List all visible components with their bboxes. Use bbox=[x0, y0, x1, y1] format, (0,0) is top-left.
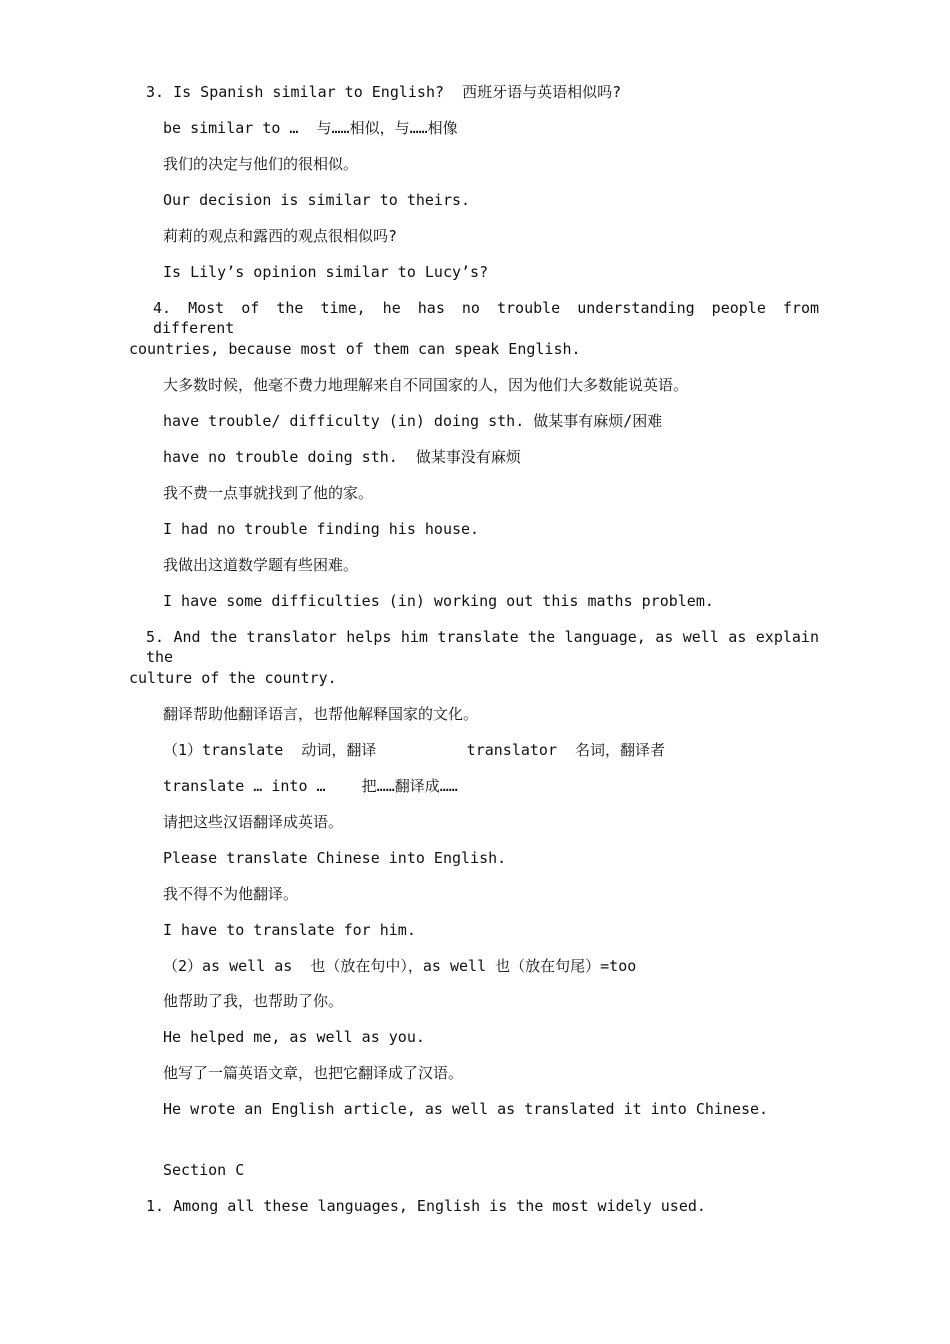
item-5-point-1: （1）translate 动词，翻译 translator 名词，翻译者 bbox=[163, 741, 666, 759]
item-5-example-2-chinese: 我不得不为他翻译。 bbox=[163, 885, 299, 903]
item-5-example-1-english: Please translate Chinese into English. bbox=[163, 849, 507, 867]
item-4-example-1-english: I had no trouble finding his house. bbox=[163, 520, 480, 538]
item-5-example-3-chinese: 他帮助了我，也帮助了你。 bbox=[163, 992, 344, 1010]
item-3-phrase: be similar to … 与……相似，与……相像 bbox=[163, 119, 458, 137]
section-c-heading: Section C bbox=[163, 1161, 245, 1179]
item-5-example-4-english: He wrote an English article, as well as translated it into Chinese. bbox=[163, 1100, 769, 1118]
item-5-example-3-english: He helped me, as well as you. bbox=[163, 1028, 425, 1046]
item-3-example-2-chinese: 莉莉的观点和露西的观点很相似吗? bbox=[163, 227, 398, 245]
item-4-phrase-1: have trouble/ difficulty (in) doing sth. 做某事有麻烦/困难 bbox=[163, 412, 663, 430]
item-5-point-2: （2）as well as 也（放在句中），as well 也（放在句尾）=too bbox=[163, 957, 637, 975]
item-4-sentence-line-1: 4. Most of the time, he has no trouble understanding people from different bbox=[153, 299, 819, 337]
item-3-example-2-english: Is Lily’s opinion similar to Lucy’s? bbox=[163, 263, 489, 281]
item-4-translation: 大多数时候，他毫不费力地理解来自不同国家的人，因为他们大多数能说英语。 bbox=[163, 376, 689, 394]
item-5-sentence-line-1: 5. And the translator helps him translate the language, as well as explain the bbox=[146, 628, 819, 666]
item-4-example-1-chinese: 我不费一点事就找到了他的家。 bbox=[163, 484, 374, 502]
item-5-example-1-chinese: 请把这些汉语翻译成英语。 bbox=[163, 813, 344, 831]
item-4-sentence-line-2: countries, because most of them can speak English. bbox=[129, 340, 581, 358]
item-5-example-2-english: I have to translate for him. bbox=[163, 921, 416, 939]
section-c-item-1: 1. Among all these languages, English is the most widely used. bbox=[146, 1197, 706, 1215]
item-4-example-2-chinese: 我做出这道数学题有些困难。 bbox=[163, 556, 359, 574]
item-5-translation: 翻译帮助他翻译语言，也帮他解释国家的文化。 bbox=[163, 705, 479, 723]
item-5-sentence-line-2: culture of the country. bbox=[129, 669, 337, 687]
item-3-question: 3. Is Spanish similar to English? 西班牙语与英语相似吗? bbox=[146, 83, 622, 101]
item-4-phrase-2: have no trouble doing sth. 做某事没有麻烦 bbox=[163, 448, 521, 466]
item-3-example-1-english: Our decision is similar to theirs. bbox=[163, 191, 471, 209]
item-5-example-4-chinese: 他写了一篇英语文章，也把它翻译成了汉语。 bbox=[163, 1064, 464, 1082]
item-5-phrase: translate … into … 把……翻译成…… bbox=[163, 777, 458, 795]
item-3-example-1-chinese: 我们的决定与他们的很相似。 bbox=[163, 155, 359, 173]
item-4-example-2-english: I have some difficulties (in) working out this maths problem. bbox=[163, 592, 714, 610]
